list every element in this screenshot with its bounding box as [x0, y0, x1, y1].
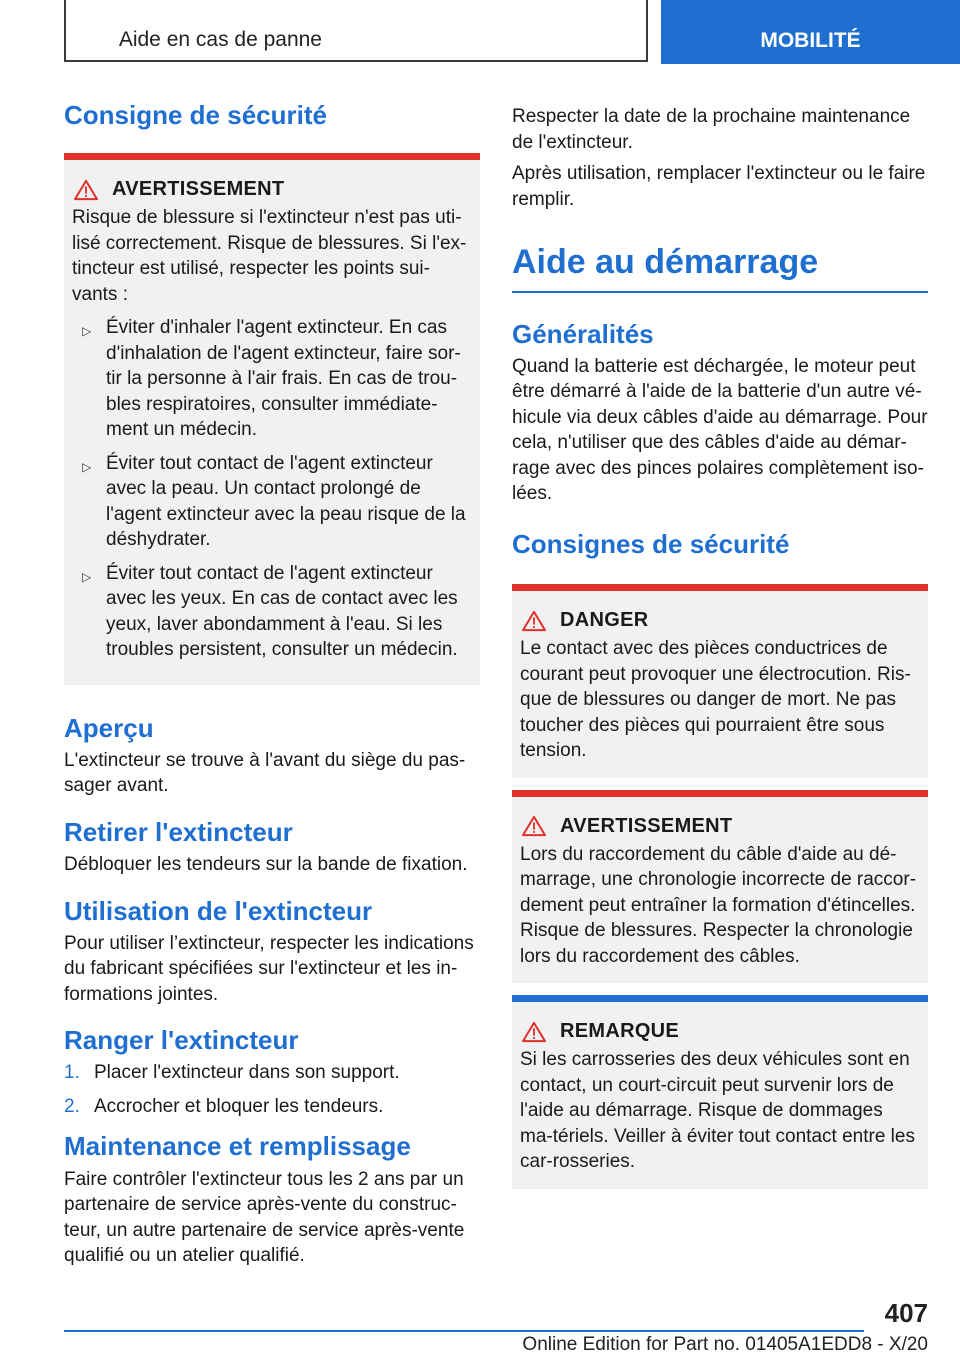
list-item: 1. Placer l'extincteur dans son support.	[64, 1060, 480, 1086]
bullet-triangle-icon: ▷	[82, 569, 92, 584]
chapter-title: Aide au démarrage	[512, 242, 928, 293]
maintenance-heading: Maintenance et remplissage	[64, 1131, 411, 1162]
utilisation-text: Pour utiliser l’extincteur, respecter les indications du fabricant spécifiées sur l'extincteur et les in-formations jointes.	[64, 932, 474, 1005]
generalites-section	[512, 319, 928, 507]
danger-box	[512, 584, 928, 778]
danger-text: Le contact avec des pièces conductrices de courant peut provoquer une électrocution. Ris-que de blessures ou danger de mort. Ne pas toucher des pièces qui pourraient être sous tension.	[520, 638, 911, 762]
consignes-heading: Consignes de sécurité	[512, 528, 790, 559]
warning-triangle-icon	[520, 610, 548, 632]
maintenance-section	[64, 1131, 480, 1268]
retirer-heading: Retirer l'extincteur	[64, 816, 293, 847]
generalites-heading: Généralités	[512, 318, 654, 349]
bullet-triangle-icon: ▷	[82, 459, 92, 474]
step-number: 1.	[64, 1062, 80, 1084]
note-box	[512, 995, 928, 1189]
step-number: 2.	[64, 1095, 80, 1117]
warning-box-title: AVERTISSEMENT	[560, 814, 733, 837]
warning-box	[512, 790, 928, 984]
note-text: Si les carrosseries des deux véhicules sont en contact, un court-circuit peut survenir lors de l'aide au démarrage. Risque de dommages ma-tériels. Veiller à éviter tout contact entre les car-rosseries.	[520, 1049, 915, 1173]
utilisation-section	[64, 896, 480, 1008]
maintenance-text: Faire contrôler l'extincteur tous les 2 ans par un partenaire de service après-vente du construc-teur, un autre partenaire de service après-vente qualifié ou un atelier qualifié.	[64, 1168, 465, 1267]
bullet-triangle-icon: ▷	[82, 324, 92, 339]
ranger-heading: Ranger l'extincteur	[64, 1025, 299, 1056]
apercu-text: L'extincteur se trouve à l'avant du siège du pas-sager avant.	[64, 749, 466, 797]
ranger-section	[64, 1025, 480, 1119]
ranger-steps	[64, 1060, 480, 1119]
generalites-text: Quand la batterie est déchargée, le moteur peut être démarré à l'aide de la batterie d'un autre vé-hicule via deux câbles d'aide au démarrage. Pour cela, n'utiliser que des câbles d'aide au démar-rage avec des pinces polaires complètement iso-lées.	[512, 355, 928, 505]
warning-triangle-icon	[520, 1021, 548, 1043]
list-item: ▷ Éviter tout contact de l'agent extincteur avec les yeux. En cas de contact avec les yeux, laver abondamment à l'eau. Si les troubles persistent, consulter un médecin.	[82, 562, 458, 661]
maintenance-date-text: Respecter la date de la prochaine maintenance de l'extincteur.	[512, 106, 911, 153]
warning-bullet-list	[72, 315, 472, 663]
page-number: 407	[884, 1298, 928, 1328]
section-title: Aide en cas de panne	[118, 28, 322, 51]
left-column	[64, 100, 480, 1269]
list-item: ▷ Éviter tout contact de l'agent extincteur avec la peau. Un contact prolongé de l'agent extincteur avec la peau risque de la déshydrater.	[82, 452, 466, 551]
warning-box-title: AVERTISSEMENT	[112, 178, 285, 201]
danger-box-title: DANGER	[560, 609, 649, 632]
warning-triangle-icon	[520, 815, 548, 837]
warning-text: Lors du raccordement du câble d'aide au dé-marrage, une chronologie incorrecte de raccor-dement peut entraîner la formation d'étincelles. Risque de blessures. Respecter la chronologie lors du raccordement des câbles.	[520, 843, 917, 967]
warning-box	[64, 153, 480, 685]
safety-heading: Consigne de sécurité	[64, 100, 327, 130]
retirer-section	[64, 817, 480, 878]
consignes-section	[512, 529, 928, 560]
after-use-text: Après utilisation, remplacer l'extincteur ou le faire remplir.	[512, 163, 926, 210]
footer-divider	[64, 1330, 864, 1332]
right-column	[512, 104, 928, 1189]
retirer-text: Débloquer les tendeurs sur la bande de fixation.	[64, 854, 468, 876]
warning-triangle-icon	[72, 179, 100, 201]
list-item: ▷ Éviter d'inhaler l'agent extincteur. En cas d'inhalation de l'agent extincteur, faire sor-tir la personne à l'air frais. En cas de trou-bles respiratoires, consulter immédiate-ment un médecin.	[82, 317, 461, 441]
danger-box-title-row	[520, 609, 920, 632]
edition-text: Online Edition for Part no. 01405A1EDD8 - X/20	[522, 1334, 928, 1355]
chapter-tab: MOBILITÉ	[661, 0, 960, 64]
utilisation-heading: Utilisation de l'extincteur	[64, 895, 373, 926]
warning-box-title-row	[72, 178, 472, 201]
apercu-heading: Aperçu	[64, 712, 154, 743]
page-header	[0, 0, 960, 66]
list-item: 2. Accrocher et bloquer les tendeurs.	[64, 1094, 480, 1120]
note-box-title: REMARQUE	[560, 1020, 680, 1043]
warning-intro: Risque de blessure si l'extincteur n'est pas uti-lisé correctement. Risque de blessures. Si l'ex-tincteur est utilisé, respecter les points sui-vants :	[72, 207, 467, 305]
note-box-title-row	[520, 1020, 920, 1043]
section-tab	[64, 0, 648, 62]
apercu-section	[64, 713, 480, 799]
warning-box-title-row	[520, 815, 920, 838]
